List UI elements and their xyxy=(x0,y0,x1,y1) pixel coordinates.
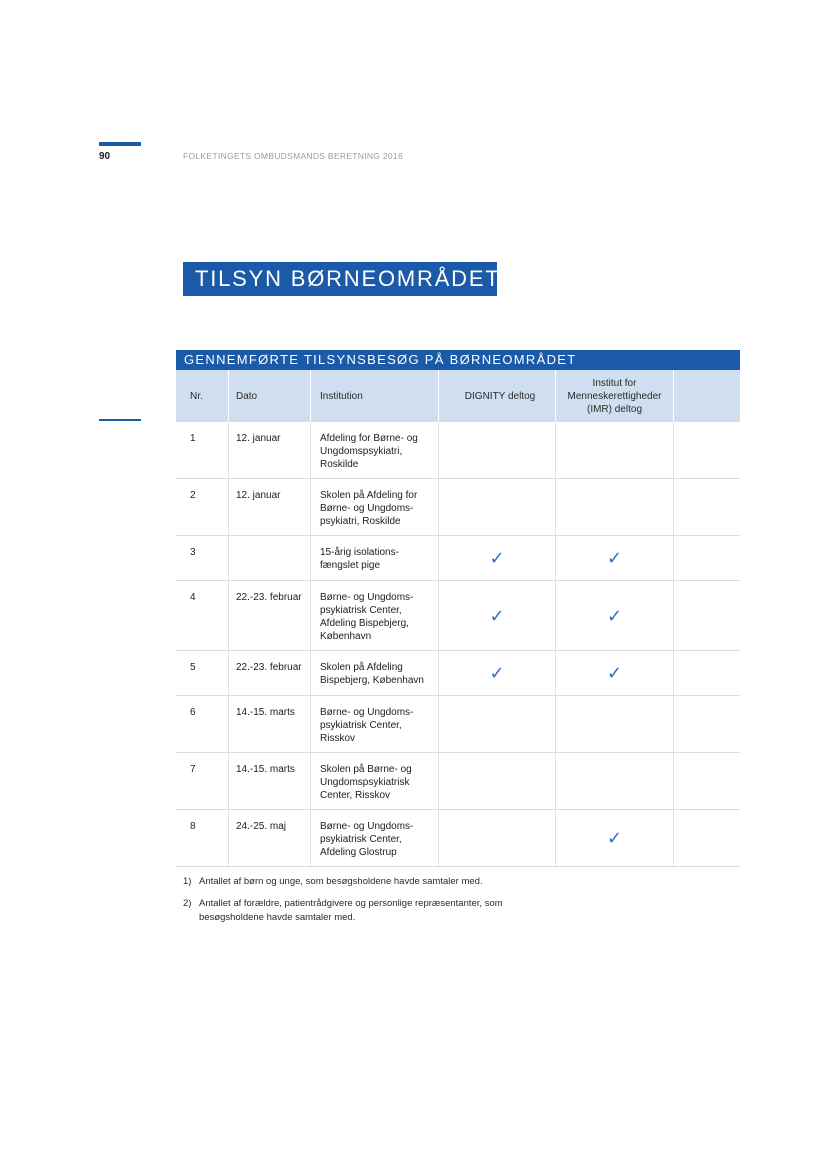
row-nr: 3 xyxy=(190,547,196,558)
check-icon: ✓ xyxy=(489,548,505,568)
header-extra xyxy=(673,370,740,422)
row-extra-cell xyxy=(673,810,740,866)
row-date: 14.-15. marts xyxy=(228,753,310,809)
table-body xyxy=(176,422,740,867)
row-nr: 7 xyxy=(190,764,196,775)
row-imr-cell xyxy=(555,753,673,809)
table-row xyxy=(176,810,740,867)
side-accent-rule xyxy=(99,419,141,421)
row-extra-cell xyxy=(673,536,740,580)
row-date: 14.-15. marts xyxy=(228,696,310,752)
row-date: 24.-25. maj xyxy=(228,810,310,866)
row-institution: Børne- og Ungdoms- psykiatrisk Center, Afdeling Glostrup xyxy=(310,810,438,866)
table-row xyxy=(176,479,740,536)
row-nr: 1 xyxy=(190,433,196,444)
check-icon: ✓ xyxy=(606,605,623,626)
row-imr-cell xyxy=(555,536,673,580)
row-institution: Skolen på Afdeling Bispebjerg, København xyxy=(310,651,438,695)
row-institution: 15-årig isolations- fængslet pige xyxy=(310,536,438,580)
row-date xyxy=(228,536,310,580)
table-row xyxy=(176,753,740,810)
row-nr: 6 xyxy=(190,707,196,718)
header-dignity: DIGNITY deltog xyxy=(438,370,555,422)
footnotes xyxy=(183,875,529,932)
footnote-number: 1) xyxy=(183,876,192,887)
row-extra-cell xyxy=(673,753,740,809)
table-row xyxy=(176,536,740,581)
row-imr-cell xyxy=(555,422,673,478)
row-nr: 4 xyxy=(190,592,196,603)
row-nr: 8 xyxy=(190,821,196,832)
header-institution: Institution xyxy=(310,370,438,422)
table-row xyxy=(176,581,740,651)
row-institution: Afdeling for Børne- og Ungdomspsykiatri, Roskilde xyxy=(310,422,438,478)
row-institution: Børne- og Ungdoms- psykiatrisk Center, Afdeling Bispebjerg, København xyxy=(310,581,438,650)
row-date: 12. januar xyxy=(228,479,310,535)
top-accent-rule xyxy=(99,142,141,146)
row-dignity-cell xyxy=(438,696,555,752)
check-icon: ✓ xyxy=(489,663,505,683)
row-imr-cell xyxy=(555,651,673,695)
footnote-text: Antallet af børn og unge, som besøgsholdene havde samtaler med. xyxy=(199,876,483,887)
row-date: 12. januar xyxy=(228,422,310,478)
header-date: Dato xyxy=(228,370,310,422)
row-dignity-cell xyxy=(438,422,555,478)
row-extra-cell xyxy=(673,581,740,650)
row-imr-cell xyxy=(555,696,673,752)
row-date: 22.-23. februar xyxy=(228,581,310,650)
check-icon: ✓ xyxy=(606,828,623,848)
row-date: 22.-23. februar xyxy=(228,651,310,695)
row-imr-cell xyxy=(555,581,673,650)
row-nr: 2 xyxy=(190,490,196,501)
check-icon: ✓ xyxy=(489,605,505,626)
row-imr-cell xyxy=(555,479,673,535)
row-dignity-cell xyxy=(438,810,555,866)
table-header-row xyxy=(176,370,740,422)
row-extra-cell xyxy=(673,696,740,752)
section-title: TILSYN BØRNEOMRÅDET xyxy=(183,262,497,296)
row-extra-cell xyxy=(673,422,740,478)
footnote-text: Antallet af forældre, patientrådgivere og personlige repræsentanter, som besøgsholdene havde samtaler med. xyxy=(199,897,503,923)
footnote xyxy=(183,875,529,889)
row-dignity-cell xyxy=(438,651,555,695)
header-nr: Nr. xyxy=(190,390,203,402)
row-imr-cell xyxy=(555,810,673,866)
table-row xyxy=(176,422,740,479)
row-nr: 5 xyxy=(190,662,196,673)
row-institution: Skolen på Afdeling for Børne- og Ungdoms- psykiatri, Roskilde xyxy=(310,479,438,535)
row-dignity-cell xyxy=(438,753,555,809)
check-icon: ✓ xyxy=(606,548,623,568)
header-imr: Institut for Menneskerettigheder (IMR) deltog xyxy=(555,370,673,422)
footnote xyxy=(183,897,529,925)
row-dignity-cell xyxy=(438,536,555,580)
row-institution: Børne- og Ungdoms- psykiatrisk Center, Risskov xyxy=(310,696,438,752)
running-head: FOLKETINGETS OMBUDSMANDS BERETNING 2016 xyxy=(183,151,403,161)
row-dignity-cell xyxy=(438,479,555,535)
table-title: GENNEMFØRTE TILSYNSBESØG PÅ BØRNEOMRÅDET xyxy=(176,350,740,370)
check-icon: ✓ xyxy=(606,663,623,683)
visits-table xyxy=(176,350,740,867)
page-number: 90 xyxy=(99,151,111,162)
table-row xyxy=(176,696,740,753)
table-row xyxy=(176,651,740,696)
row-extra-cell xyxy=(673,651,740,695)
row-extra-cell xyxy=(673,479,740,535)
footnote-number: 2) xyxy=(183,897,192,909)
row-dignity-cell xyxy=(438,581,555,650)
row-institution: Skolen på Børne- og Ungdomspsykiatrisk Center, Risskov xyxy=(310,753,438,809)
